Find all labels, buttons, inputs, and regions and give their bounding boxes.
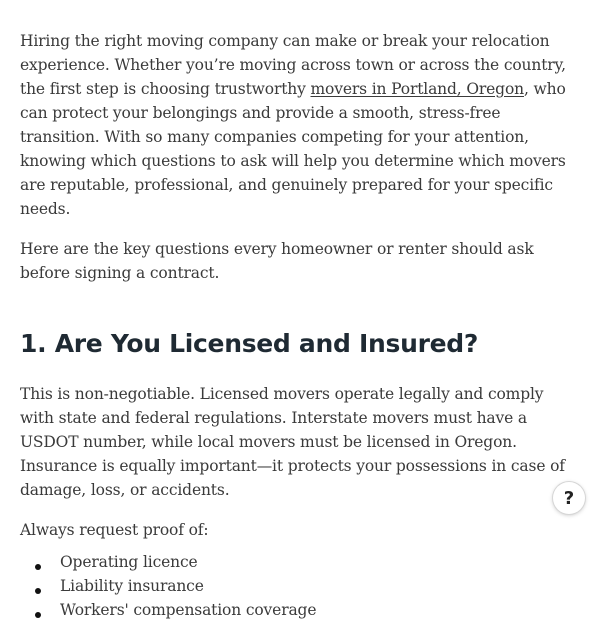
section-heading-licensed-insured: 1. Are You Licensed and Insured? bbox=[20, 329, 479, 358]
bullet-icon bbox=[35, 588, 41, 594]
list-item bbox=[20, 550, 582, 574]
list-item-label: Workers' compensation coverage bbox=[60, 601, 317, 619]
bullet-icon bbox=[35, 612, 41, 618]
proof-intro-text: Always request proof of: bbox=[20, 521, 209, 539]
bullet-icon bbox=[35, 564, 41, 570]
intro-paragraph bbox=[20, 29, 582, 221]
intro-text-before-link: Hiring the right moving company can make or break your relocation experience. Whether you’re moving across town or across the country, the first step is choosing trustworthy bbox=[20, 32, 566, 98]
list-item bbox=[20, 598, 582, 622]
movers-portland-link[interactable]: movers in Portland, Oregon bbox=[310, 80, 524, 98]
list-item bbox=[20, 574, 582, 598]
intro-paragraph-2: Here are the key questions every homeowner or renter should ask before signing a contract. bbox=[20, 240, 534, 282]
list-item-label: Liability insurance bbox=[60, 577, 204, 595]
proof-checklist bbox=[20, 550, 582, 622]
question-mark-icon: ? bbox=[563, 487, 575, 509]
article-content bbox=[20, 29, 582, 622]
help-button[interactable] bbox=[553, 482, 585, 514]
intro-text-after-link: , who can protect your belongings and provide a smooth, stress-free transition. With so many companies competing for your attention, knowing which questions to ask will help you determine which movers are reputable, professional, and genuinely prepared for your specific needs. bbox=[20, 80, 566, 218]
list-item-label: Operating licence bbox=[60, 553, 198, 571]
section-body-paragraph: This is non-negotiable. Licensed movers operate legally and comply with state and federal regulations. Interstate movers must have a USDOT number, while local movers must be licensed in Oregon. Insurance is equally important—it protects your possessions in case of damage, loss, or accidents. bbox=[20, 385, 565, 499]
